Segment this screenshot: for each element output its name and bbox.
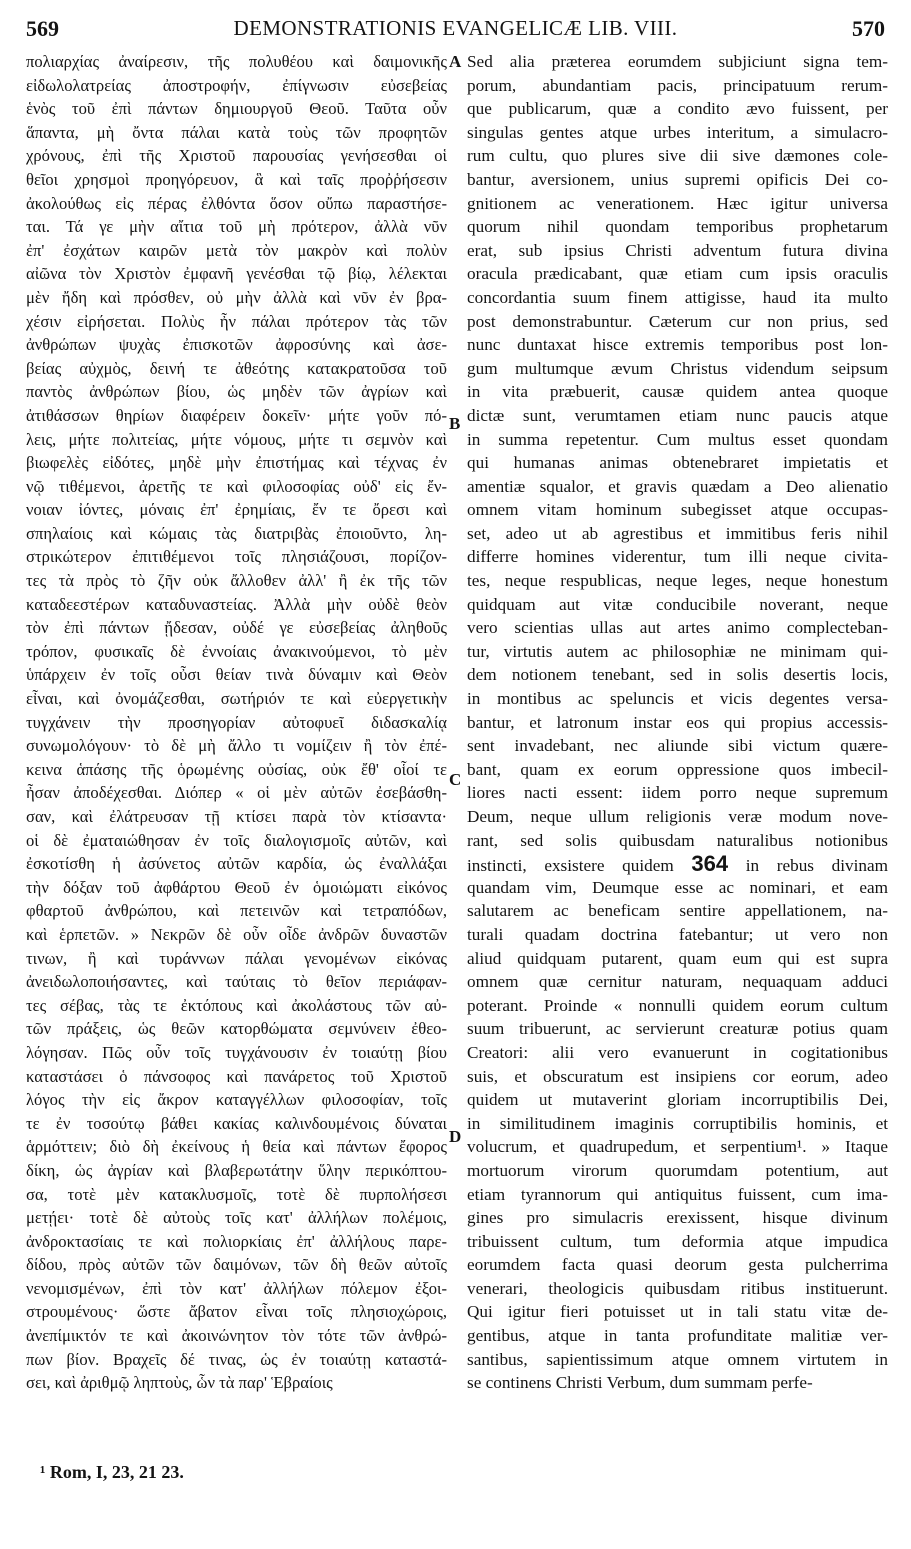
- latin-text-line: suum tribuerunt, ac servierunt creaturæ potius quam: [467, 1019, 888, 1039]
- greek-text-line: λόγος τὴν εἰς ἄκρον καταγγέλλων φιλοσοφίαν, τοῖς: [26, 1090, 447, 1110]
- greek-text-line: χέσιν εἰρήσεται. Πολὺς ἦν πάλαι πρότερον τὰς τῶν: [26, 311, 447, 331]
- greek-text-line: ἦσαν ἀποδέχεσθαι. Διόπερ « οἱ μὲν αὐτῶν ἐσεβάσθη-: [26, 783, 447, 803]
- latin-text-line: concordantia suum finem attigisse, haud ita multo: [467, 287, 888, 307]
- latin-text-line: differre homines viderentur, tum illi neque civita-: [467, 547, 888, 567]
- latin-text-line: gnitionem ac venerationem. Hæc igitur universa: [467, 193, 888, 213]
- margin-marker-b: B: [449, 414, 461, 433]
- greek-text-line: μετῄει· τοτὲ δὲ αὐτοὺς τοῖς κατ' ἀλλήλων πολέμοις,: [26, 1208, 447, 1228]
- greek-text-line: ἀνειδωλοποιήσαντες, καὶ ταύταις τὸ θεῖον περιάφαν-: [26, 972, 447, 992]
- latin-text-line: in vita præbuerit, causæ quidem antea quoque: [467, 382, 888, 402]
- latin-text-line: sent invadebant, nec aliunde sibi victum quære-: [467, 736, 888, 756]
- latin-text-line: erat, sub ipsius Christi adventum futura divina: [467, 240, 888, 260]
- greek-text-line: τες σέβας, τὰς τε ἐκτόπους καὶ ἀκολάστους τῶν αὐ-: [26, 995, 447, 1015]
- greek-text-line: συνωμολόγουν· τὸ δὲ μὴ ἄλλο τι νομίζειν ἢ τὸν ἐπέ-: [26, 736, 447, 756]
- greek-text-line: οἱ δὲ ἐματαιώθησαν ἐν τοῖς διαλογισμοῖς αὐτῶν, καὶ: [26, 830, 447, 850]
- latin-text-line: turali quadam doctrina fatebantur; ut vero non: [467, 924, 888, 944]
- footnote: ¹ Rom, I, 23, 21 23.: [40, 1462, 184, 1482]
- greek-text-line: λόγησαν. Πῶς οὖν τοῖς τυγχάνουσιν ἐν τοιαύτῃ βίου: [26, 1042, 447, 1062]
- latin-text-line: quandam vim, Deumque esse ac nominari, et eam: [467, 877, 888, 897]
- greek-text-line: θεῖοι χρησμοὶ προηγόρευον, ἃ καὶ ταῖς προῤῥήσεσιν: [26, 169, 447, 189]
- greek-text-line: δίκη, ὡς ἀγρίαν καὶ βλαβερωτάτην ὕλην περικόπτου-: [26, 1160, 447, 1180]
- greek-text-line: τὴν δόξαν τοῦ ἀφθάρτου Θεοῦ ἐν ὁμοιώματι εἰκόνος: [26, 877, 447, 897]
- latin-text-fragment: instincti, exsistere quidem: [467, 856, 692, 876]
- latin-text-line: tes, neque respublicas, neque leges, neque honestum: [467, 571, 888, 591]
- greek-text-line: ἀτιθάσσων θηρίων διαφέρειν δοκεῖν· μήτε γοῦν πό-: [26, 405, 447, 425]
- latin-text-line: omnem quæ cernitur naturam, nequaquam adduci: [467, 972, 888, 992]
- greek-text-line: πολιαρχίας ἀναίρεσιν, τῆς πολυθέου καὶ δαιμονικῆς: [26, 52, 447, 71]
- latin-text-line: se continens Christi Verbum, dum summam perfe-: [467, 1373, 813, 1393]
- latin-text-line: bantur, et latronum instar eos qui propius accessis-: [467, 712, 888, 732]
- inline-page-marker: 364: [691, 852, 729, 876]
- latin-text-line: nunc duntaxat hisce extremis temporibus post lon-: [467, 335, 888, 355]
- latin-text-line: rant, sed solis quibusdam naturalibus notionibus: [467, 830, 888, 850]
- latin-text-column: [467, 50, 888, 1395]
- latin-text-line: vero scientias ullas aut artes animo complecteban-: [467, 618, 888, 638]
- greek-text-line: δίδου, πρὸς αὐτῶν τῶν δαιμόνων, τῶν δὴ θεῶν αὐτοῖς: [26, 1255, 447, 1275]
- greek-text-line: νῷ τιθέμενοι, ἀρετῆς τε καὶ φιλοσοφίας οὐδ' εἰς ἔν-: [26, 476, 447, 496]
- latin-text-line: in montibus ac speluncis et vicis degentes versa-: [467, 689, 888, 709]
- greek-text-line: τρόπον, φυσικαῖς δὲ ἐννοίαις ἀνακινούμενοι, τὸ μὲν: [26, 641, 447, 661]
- latin-text-line: quidquam aut vitæ conducibile noverant, neque: [467, 594, 888, 614]
- latin-text-line: gum multumque ævum Christus videndum seipsum: [467, 358, 888, 378]
- greek-text-line: παντὸς ἀνθρώπων βίου, ὡς μηδὲν τῶν ἀγρίων καὶ: [26, 382, 447, 402]
- greek-text-line: τες τὰ πρὸς τὸ ζῆν οὐκ ἄλλοθεν ἀλλ' ἢ ἐκ τῆς τῶν: [26, 571, 447, 591]
- greek-text-line: λεις, μήτε πολιτείας, μήτε νόμους, μήτε τι σεμνὸν καὶ: [26, 429, 447, 449]
- margin-marker-d: D: [449, 1127, 462, 1146]
- greek-text-line: ἑνὸς τοῦ ἐπὶ πάντων δημιουργοῦ Θεοῦ. Ταῦτα οὖν: [26, 99, 447, 119]
- greek-text-line: ἅπαντα, μὴ ὄντα πάλαι κατὰ τοὺς τῶν προφητῶν: [26, 122, 447, 142]
- greek-text-line: τινων, ἢ καὶ τυράννων πάλαι γενομένων εἰκόνας: [26, 948, 447, 968]
- latin-text-line: dem notionem tenebant, sed in solis desertis locis,: [467, 665, 888, 685]
- latin-text-line: qui humanas animas obtenebraret impietatis et: [467, 453, 888, 473]
- latin-text-line: set, adeo ut ab agrestibus et immitibus feris nihil: [467, 523, 888, 543]
- greek-text-line: ἁρμόττειν; διὸ δὴ ἐκείνους ἡ θεία καὶ πάντων ἔφορος: [26, 1137, 447, 1157]
- greek-text-line: ἀνεπίμικτόν τε καὶ ἀκοινώνητον τὸν τότε τῶν ἀνθρώ-: [26, 1326, 447, 1346]
- latin-text-line: suis, et obscuratum est insipiens cor eorum, adeo: [467, 1066, 888, 1086]
- greek-text-line: ἀκολούθως εἰς πέρας ἐλθόντα ὅσον οὔπω παραστήσε-: [26, 193, 447, 213]
- latin-text-line: omnem vitam hominum subegisset atque occupas-: [467, 500, 888, 520]
- greek-text-line: τῶν πράξεις, ὡς θεῶν κατορθώματα σεμνύνειν ἐθεο-: [26, 1019, 447, 1039]
- greek-text-line: κεινα ἁπάσης τῆς ὁρωμένης οὐσίας, οὐκ ἔθ' οἷοί τε: [26, 759, 447, 779]
- latin-text-line: tribuissent cultum, tum deformia atque impudica: [467, 1231, 888, 1251]
- latin-text-line: eorumdem facta quasi deorum gesta pulcherrima: [467, 1255, 888, 1275]
- greek-text-line: βιωφελὲς εἰδότες, μηδὲ μὴν ἐπιστήμας καὶ τέχνας ἐν: [26, 453, 447, 473]
- latin-text-line: gines pro simulacris erexissent, hisque divinum: [467, 1208, 888, 1228]
- greek-text-line: ται. Τά γε μὴν αἴτια τοῦ μὴ πρότερον, ἀλλὰ νῦν: [26, 217, 447, 237]
- greek-text-line: ἐπ' ἐσχάτων καιρῶν μετὰ τὸν μακρὸν καὶ πολὺν: [26, 240, 447, 260]
- greek-text-line: ἐσκοτίσθη ἡ ἀσύνετος αὐτῶν καρδία, ὡς ἐναλλάξαι: [26, 854, 447, 874]
- page-header: [0, 14, 911, 44]
- latin-text-line: in similitudinem imaginis corruptibilis hominis, et: [467, 1113, 888, 1133]
- greek-text-line: εἶναι, καὶ ὀνομάζεσθαι, σωτήριόν τε καὶ εὐεργετικὴν: [26, 689, 447, 709]
- page-number-left: 569: [26, 16, 59, 41]
- latin-text-line: bant, quam ex eorum oppressione quos imbecil-: [467, 759, 888, 779]
- greek-text-line: καταδεεστέρων καταδυναστείας. Ἀλλὰ μὴν οὐδὲ θεὸν: [26, 594, 447, 614]
- greek-text-line: χρόνους, ἐπὶ τῆς Χριστοῦ παρουσίας γενήσεσθαι οἱ: [26, 146, 447, 166]
- latin-text-line: liores nacti essent: iidem porro neque supremum: [467, 783, 888, 803]
- latin-text-line: venerari, theologicis quibusdam ritibus instituerunt.: [467, 1278, 888, 1298]
- greek-text-line: νενομισμένων, ἐπὶ τὸν κατ' ἀλλήλων πόλεμον ἐξοι-: [26, 1278, 447, 1298]
- latin-text-line: que publicarum, quæ a condito ævo fuissent, per: [467, 99, 888, 119]
- latin-text-line: in summa repetentur. Cum multus esset quondam: [467, 429, 888, 449]
- latin-text-line: salutarem ac beneficam sentire appellationem, na-: [467, 901, 888, 921]
- latin-text-line: rum cultu, quo plures sive dii sive dæmones cole-: [467, 146, 888, 166]
- greek-text-line: τυγχάνειν τὴν προσηγορίαν αὐτοφυεῖ διδασκαλίᾳ: [26, 712, 447, 732]
- latin-text-line: santibus, sapientissimum atque omnem virtutem in: [467, 1349, 888, 1369]
- greek-text-line: σπηλαίοις καὶ κώμαις τὰς διατριβὰς ἐποιοῦντο, λη-: [26, 523, 447, 543]
- greek-text-line: ὑπάρχειν ἐν τοῖς οὖσι θείαν τινὰ δύναμιν καὶ Θεὸν: [26, 665, 447, 685]
- greek-text-line: βείας αὐχμὸς, δεινή τε ἀθεότης κατακρατοῦσα τοῦ: [26, 358, 447, 378]
- latin-text-fragment: in rebus divinam: [728, 856, 888, 876]
- greek-text-line: ἀνθρώπων ψυχὰς ἐπισκοτῶν ἀφροσύνης καὶ ἀσε-: [26, 335, 447, 355]
- greek-text-column: [26, 50, 447, 1395]
- greek-text-line: τὸν ἐπὶ πάντων ᾔδεσαν, οὐδέ γε εὐσεβείας ἀληθοῦς: [26, 618, 447, 638]
- latin-text-line: Qui igitur fieri potuisset ut in tali statu vitæ de-: [467, 1302, 888, 1322]
- greek-text-line: νοιαν ἰόντες, μόναις ἐπ' ἐρημίαις, ἔν τε ὄρεσι καὶ: [26, 500, 447, 520]
- latin-text-line: mortuorum virorum quorumdam potentium, aut: [467, 1160, 888, 1180]
- greek-text-line: τε ἐν τοσούτῳ βάθει κακίας καλινδουμένοις δύναται: [26, 1113, 447, 1133]
- latin-text-line: Sed alia præterea eorumdem subjiciunt signa tem-: [467, 52, 888, 71]
- margin-marker-c: C: [449, 770, 462, 789]
- greek-text-line: καταστάσει ὁ πάνσοφος καὶ πανάρετος τοῦ Χριστοῦ: [26, 1066, 447, 1086]
- greek-text-line: στρουμένους· ὥστε ἄβατον εἶναι τοῖς πλησιοχώροις,: [26, 1302, 447, 1322]
- latin-text-line: oracula prædicabant, quæ etiam cum ipsis oraculis: [467, 264, 888, 284]
- latin-text-line: etiam tyrannorum qui antiquitus fuissent, cum ima-: [467, 1184, 888, 1204]
- latin-text-line: Creatori: alii vero evanuerunt in cogitationibus: [467, 1042, 888, 1062]
- latin-text-line: dictæ sunt, verumtamen etiam nunc paucis atque: [467, 405, 888, 425]
- greek-text-line: μὲν ἤδη καὶ πρόσθεν, οὐ μὴν ἀλλὰ καὶ νῦν ἐν βρα-: [26, 287, 447, 307]
- latin-text-line: bantur, aversionem, unius supremi opificis Dei co-: [467, 169, 888, 189]
- latin-text-line: aliud quidquam putarent, quam eum qui est supra: [467, 948, 888, 968]
- page-number-right: 570: [852, 16, 885, 41]
- margin-marker-a: A: [449, 52, 462, 71]
- latin-text-line: quidem ut mutaverint gloriam incorruptibilis Dei,: [467, 1090, 888, 1110]
- latin-text-line: poterant. Proinde « nonnulli quidem eorum cultum: [467, 995, 888, 1015]
- greek-text-line: σει, καὶ ἀριθμῷ ληπτοὺς, ὧν τὰ παρ' Ἑβραίοις: [26, 1373, 333, 1393]
- greek-text-line: σα, τοτὲ μὲν κατακλυσμοῖς, τοτὲ δὲ πυρπολήσεσι: [26, 1184, 447, 1204]
- latin-text-line: [467, 852, 888, 876]
- latin-text-line: singulas gentes atque urbes interitum, a simulacro-: [467, 122, 888, 142]
- greek-text-line: σαν, καὶ ἐλάτρευσαν τῇ κτίσει παρὰ τὸν κτίσαντα·: [26, 807, 447, 826]
- greek-text-line: εἰδωλολατρείας ἀποστροφήν, ἐπίγνωσιν εὐσεβείας: [26, 75, 447, 95]
- greek-text-line: πων βίον. Βραχεῖς δέ τινας, ὡς ἐν τοιαύτῃ καταστά-: [26, 1349, 447, 1369]
- running-title: DEMONSTRATIONIS EVANGELICÆ LIB. VIII.: [233, 16, 678, 40]
- latin-text-line: gentibus, atque in tanta profunditate malitiæ ver-: [467, 1326, 888, 1346]
- latin-text-line: tur, virtutis autem ac philosophiæ ne minimam qui-: [467, 641, 888, 661]
- latin-text-line: porum, abundantiam pacis, principatuum rerum-: [467, 75, 888, 95]
- latin-text-line: amentiæ squalor, et gravis quædam a Deo alienatio: [467, 476, 888, 496]
- greek-text-line: στρικώτερον ἐπιτιθέμενοι τοῖς πλησιάζουσι, πορίζον-: [26, 547, 447, 567]
- latin-text-line: quorum nihil quondam temporibus prophetarum: [467, 217, 888, 237]
- latin-text-line: post demonstrabuntur. Cæterum cur non prius, sed: [467, 311, 888, 331]
- greek-text-line: φθαρτοῦ ἀνθρώπου, καὶ πετεινῶν καὶ τετραπόδων,: [26, 901, 447, 921]
- greek-text-line: ἀνδροκτασίαις τε καὶ πολιορκίαις ἐπ' ἀλλήλους παρε-: [26, 1231, 447, 1251]
- latin-text-line: volucrum, et quadrupedum, et serpentium¹. » Itaque: [467, 1137, 888, 1157]
- greek-text-line: καὶ ἑρπετῶν. » Νεκρῶν δὲ οὖν οἶδε ἀνδρῶν δυναστῶν: [26, 924, 447, 944]
- greek-text-line: αἰῶνα τὸν Χριστὸν ἐμφανῆ γενέσθαι τῷ βίῳ, λέλεκται: [26, 264, 447, 284]
- latin-text-line: Deum, neque ullum religionis veræ modum nove-: [467, 807, 888, 826]
